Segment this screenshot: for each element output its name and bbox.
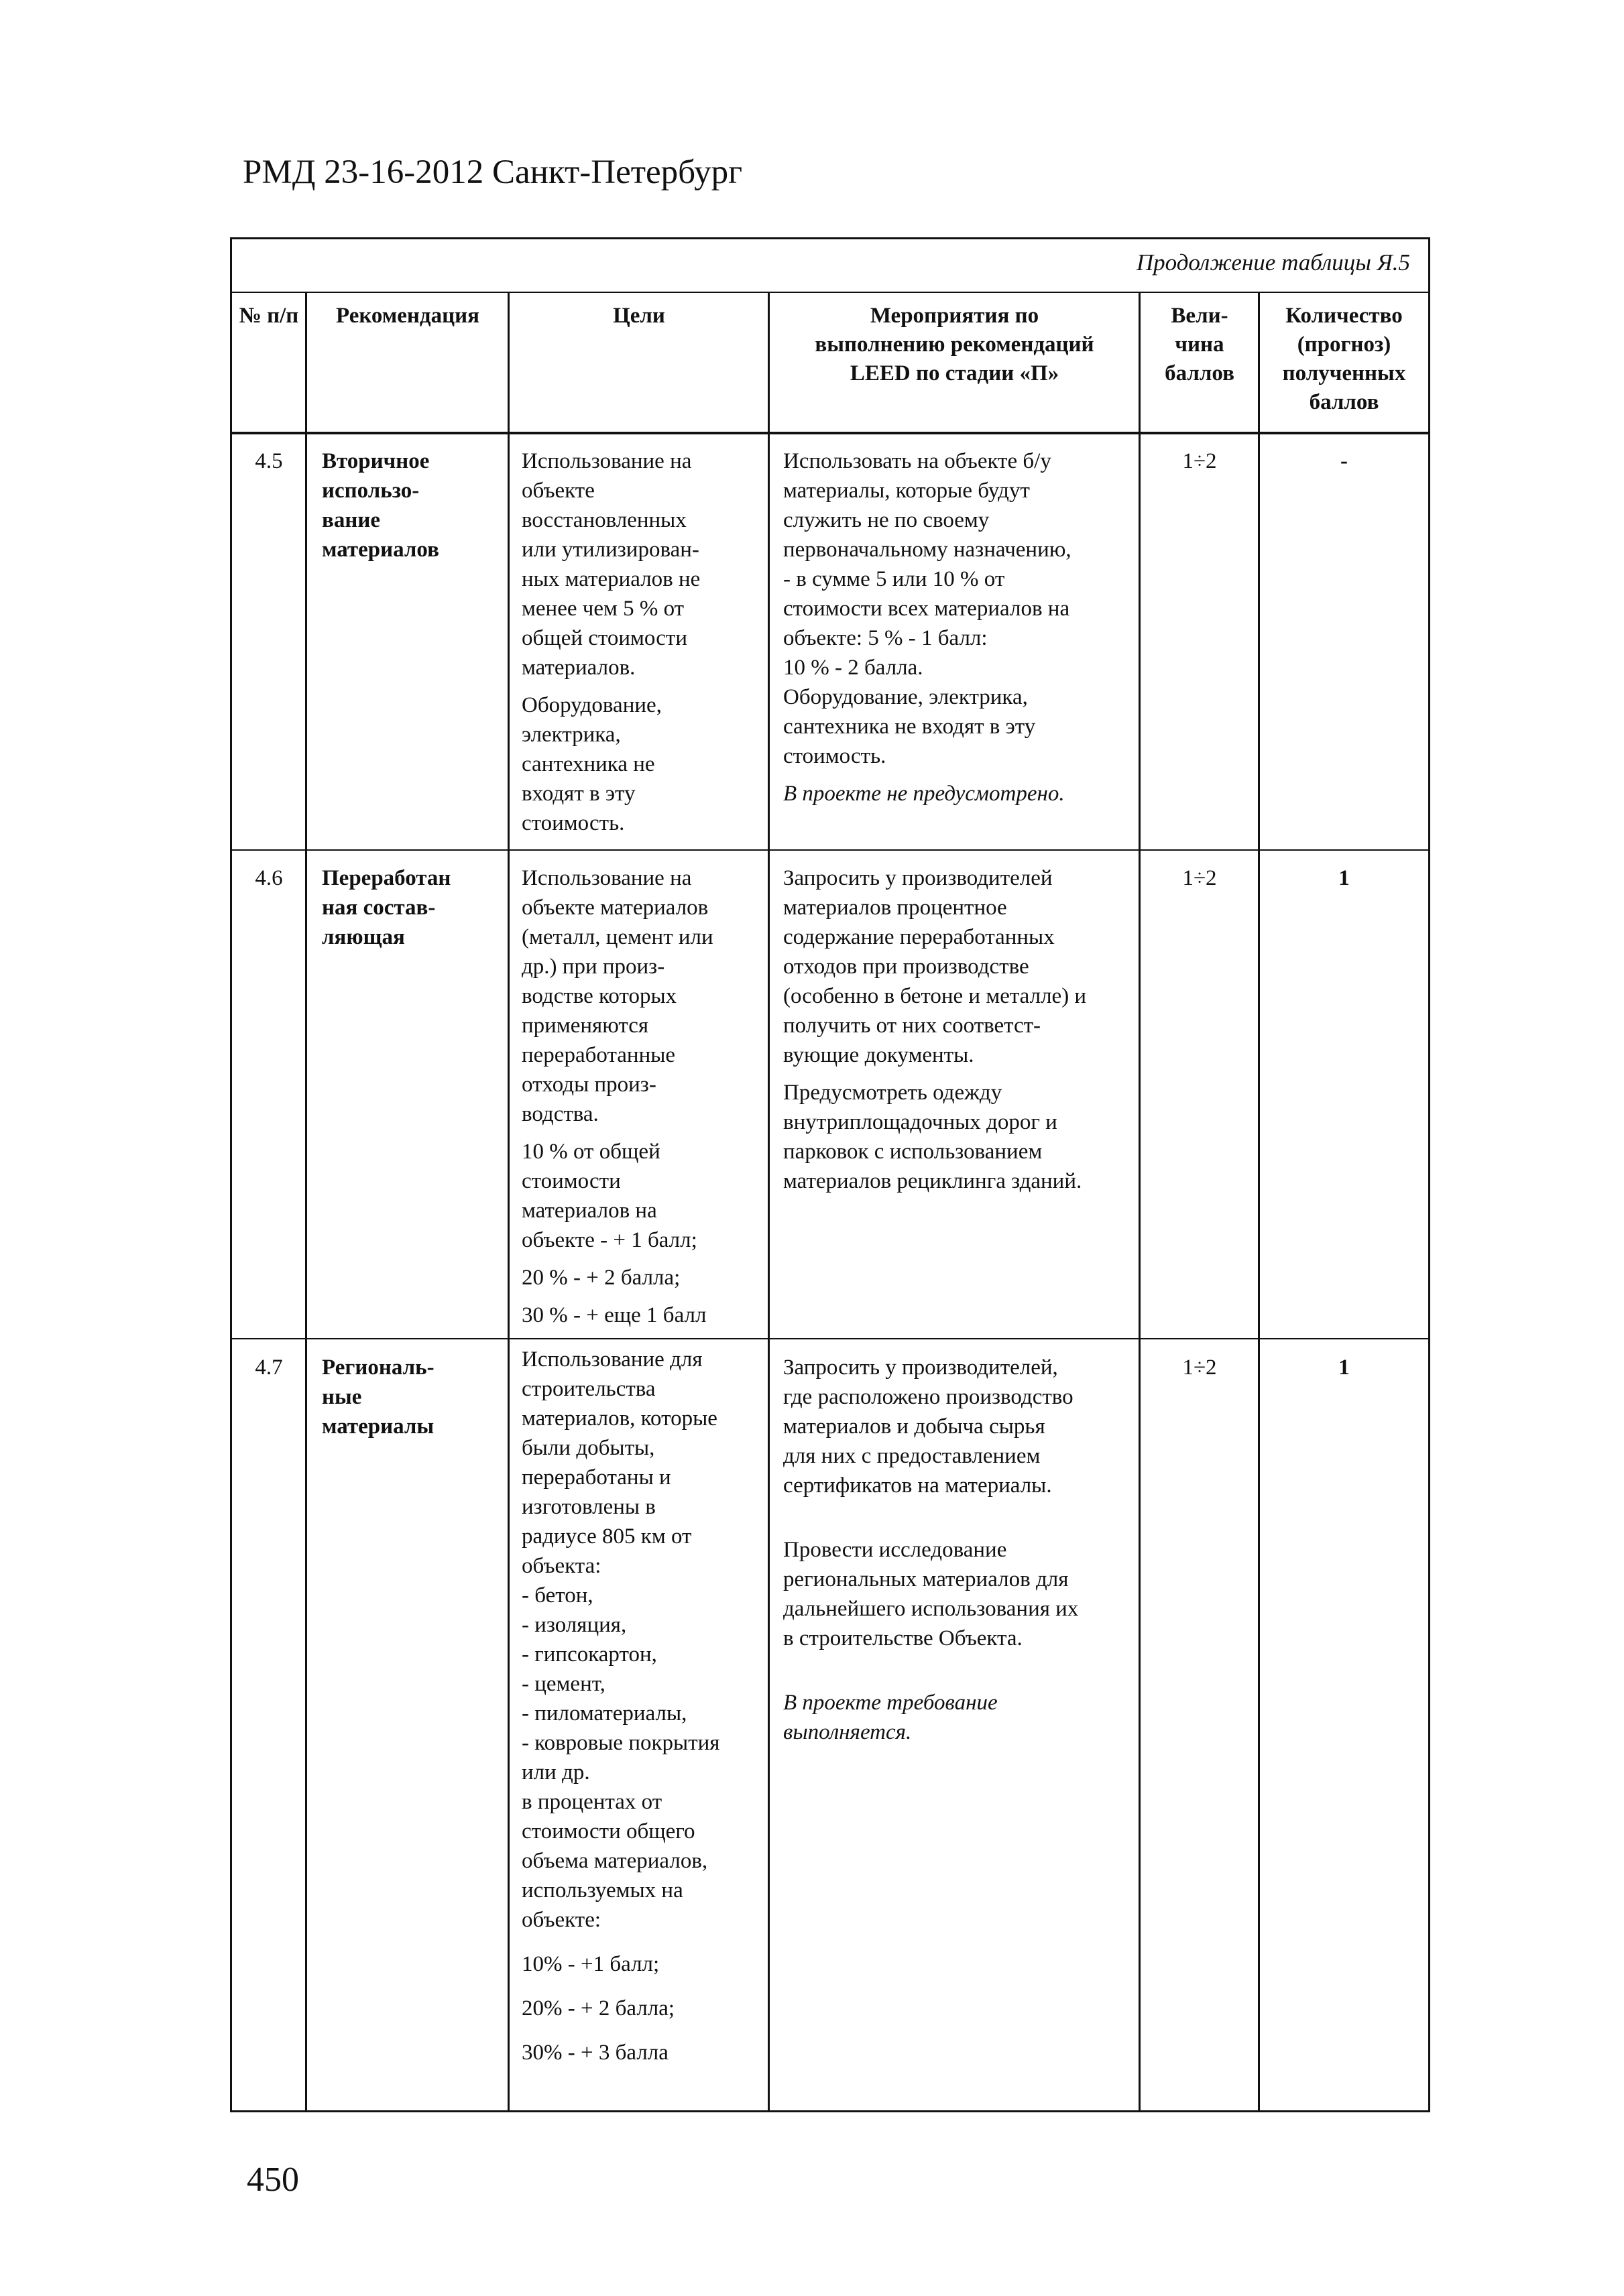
column-divider	[1139, 292, 1141, 2110]
column-divider	[1258, 292, 1260, 2110]
measures-paragraph: Использовать на объекте б/у материалы, которые будут служить не по своему первоначальному назначению, - в сумме 5 или 10 % от стоимости всех материалов на объекте: 5 % - 1 балл: 10 % - 2 балла. Оборудование, электрика, сантехника не входят в эту стоимость.	[783, 449, 1071, 768]
score-range: 1÷2	[1182, 1355, 1217, 1380]
caption-divider	[231, 292, 1428, 293]
column-header-goals: Цели	[613, 304, 665, 328]
points-value: -	[1340, 449, 1348, 473]
measures-paragraph: Запросить у производителей материалов процентное содержание переработанных отходов при производстве (особенно в бетоне и металле) и получить от них соответст- вующие документы.	[783, 866, 1087, 1067]
measures-paragraph: Предусмотреть одежду внутриплощадочных дорог и парковок с использованием материалов рециклинга зданий.	[783, 1081, 1082, 1193]
header-divider	[231, 432, 1428, 434]
column-divider	[508, 292, 510, 2110]
column-header-number: № п/п	[239, 304, 299, 328]
goals-cell	[522, 1345, 764, 2067]
goals-paragraph: 20 % - + 2 балла;	[522, 1266, 681, 1290]
column-header-score-range: Вели- чина баллов	[1165, 304, 1234, 385]
goals-paragraph: Использование для строительства материалов, которые были добыты, переработаны и изготовлены в радиусе 805 км от объекта: - бетон, - изоляция, - гипсокартон, - цемент, - пиломатериалы, - ковровые покрытия или др. в процентах от стоимости общего объема материалов, используемых на объекте:	[522, 1347, 720, 1932]
goals-paragraph: 30 % - + еще 1 балл	[522, 1303, 707, 1327]
document-header: РМД 23-16-2012 Санкт-Петербург	[243, 154, 743, 191]
goals-paragraph: 20% - + 2 балла;	[522, 1996, 675, 2020]
recommendation-title: Региональ- ные материалы	[322, 1355, 434, 1439]
table-caption: Продолжение таблицы Я.5	[1136, 249, 1410, 276]
goals-paragraph: 10% - +1 балл;	[522, 1952, 660, 1976]
score-range: 1÷2	[1182, 449, 1217, 473]
row-divider	[231, 849, 1428, 851]
column-divider	[305, 292, 307, 2110]
measures-cell	[783, 1353, 1135, 1747]
column-header-points: Количество (прогноз) полученных баллов	[1282, 304, 1406, 414]
goals-cell	[522, 863, 764, 1330]
goals-cell	[522, 446, 764, 838]
points-value: 1	[1338, 866, 1350, 890]
score-range: 1÷2	[1182, 866, 1217, 890]
measures-cell	[783, 446, 1135, 808]
goals-paragraph: 30% - + 3 балла	[522, 2041, 669, 2065]
row-number: 4.7	[255, 1355, 283, 1380]
page-number: 450	[247, 2161, 299, 2199]
goals-paragraph: Использование на объекте восстановленных или утилизирован- ных материалов не менее чем 5 % от общей стоимости материалов.	[522, 449, 701, 680]
points-value: 1	[1338, 1355, 1350, 1380]
row-number: 4.5	[255, 449, 283, 473]
goals-paragraph: 10 % от общей стоимости материалов на объекте - + 1 балл;	[522, 1140, 697, 1252]
goals-paragraph: Использование на объекте материалов (металл, цемент или др.) при произ- водстве которых применяются переработанные отходы произ- водства.	[522, 866, 713, 1126]
recommendation-title: Вторичное использо- вание материалов	[322, 449, 439, 562]
column-header-recommendation: Рекомендация	[335, 304, 480, 328]
measures-paragraph: Провести исследование региональных материалов для дальнейшего использования их в строительстве Объекта.	[783, 1538, 1079, 1650]
recommendation-title: Переработан ная состав- ляющая	[322, 866, 451, 949]
measures-paragraph: Запросить у производителей, где расположено производство материалов и добыча сырья для них с предоставлением сертификатов на материалы.	[783, 1355, 1074, 1498]
row-number: 4.6	[255, 866, 283, 890]
column-header-measures: Мероприятия по выполнению рекомендаций LEED по стадии «П»	[815, 304, 1094, 385]
measures-cell	[783, 863, 1135, 1196]
measures-note: В проекте требование выполняется.	[783, 1691, 998, 1744]
measures-note: В проекте не предусмотрено.	[783, 782, 1065, 806]
row-divider	[231, 1338, 1428, 1339]
goals-paragraph: Оборудование, электрика, сантехника не входят в эту стоимость.	[522, 693, 662, 835]
column-divider	[768, 292, 770, 2110]
